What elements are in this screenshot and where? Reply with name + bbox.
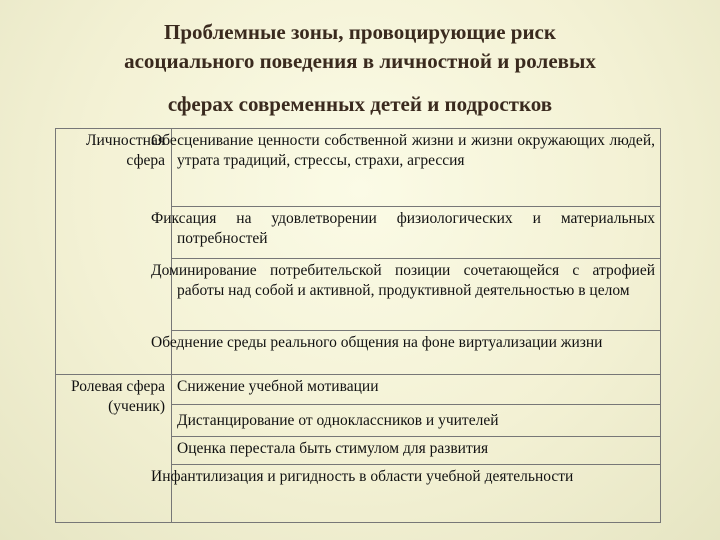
role-sphere-label: Ролевая сфера (ученик) — [56, 375, 172, 523]
personal-item-2: Фиксация на удовлетворении физиологических и материальных потребностей — [172, 207, 661, 259]
table-row — [56, 129, 661, 207]
title-line-1: Проблемные зоны, провоцирующие риск — [164, 20, 556, 44]
title-line-2: асоциального поведения в личностной и ролевых — [124, 49, 596, 73]
role-item-1: Снижение учебной мотивации — [172, 375, 661, 405]
personal-item-4: Обеднение среды реального общения на фоне виртуализации жизни — [172, 331, 661, 375]
role-item-2: Дистанцирование от одноклассников и учителей — [172, 405, 661, 437]
personal-item-3: Доминирование потребительской позиции сочетающейся с атрофией работы над собой и активной, продуктивной деятельностью в целом — [172, 259, 661, 331]
role-item-4: Инфантилизация и ригидность в области учебной деятельности — [172, 465, 661, 523]
title-line-3: сферах современных детей и подростков — [167, 92, 553, 116]
table-row — [56, 375, 661, 405]
role-item-3: Оценка перестала быть стимулом для развития — [172, 437, 661, 465]
personal-sphere-label: Личностная сфера — [56, 129, 172, 375]
problem-zones-table — [55, 128, 661, 523]
personal-item-1: Обесценивание ценности собственной жизни и жизни окружающих людей, утрата традиций, стрессы, страхи, агрессия — [172, 129, 661, 207]
